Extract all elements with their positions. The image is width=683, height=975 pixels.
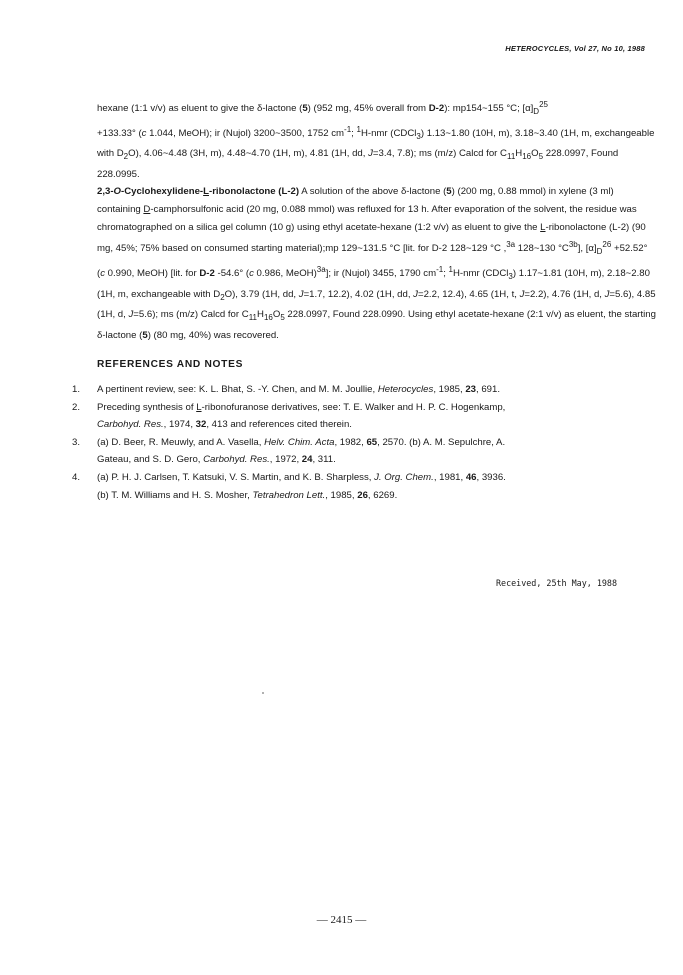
- reference-number: 1.: [72, 384, 81, 395]
- reference-item: 4. (a) P. H. J. Carlsen, T. Katsuki, V. S. Martin, and K. B. Sharpless, J. Org. Chem., 1981, 46, 3936. (b) T. M. Williams and H. S. Mosher, Tetrahedron Lett., 1985, 26, 6269.: [72, 469, 662, 504]
- references-heading: REFERENCES AND NOTES: [97, 359, 244, 370]
- reference-number: 4.: [72, 471, 81, 483]
- reference-item: 2. Preceding synthesis of L-ribonofuranose derivatives, see: T. E. Walker and H. P. C. Hogenkamp, Carbohyd. Res., 1974, 32, 413 and references cited therein.: [72, 399, 662, 434]
- paragraph-delta-lactone: hexane (1:1 v/v) as eluent to give the δ-lactone (5) (952 mg, 45% overall from D-2): mp154~155 °C; $[\alpha]_D^{25}$ +133.33° (c 1.044, MeOH); ir (Nujol) 3200~3500, 1752 $cm^{-1}$; $^1$H-nmr (CDCl$_3$) 1.13~1.80 (10H, m), 3.18~3.40 (1H, m, exchangeable with $D_2O$), 4.06~4.48 (3H, m), 4.48~4.70 (1H, m), 4.81 (1H, dd, J=3.4, 7.8); ms (m/z) Calcd for $C_{11}H_{16}O_5$ 228.0997, Found 228.0995.: [97, 100, 655, 180]
- reference-item: 1. A pertinent review, see: K. L. Bhat, S. -Y. Chen, and M. M. Joullie, Heterocycles, 1985, 23, 691.: [72, 381, 662, 399]
- received-date: Received, 25th May, 1988: [495, 578, 617, 588]
- compound-heading: 2,3-O-Cyclohexylidene-L-ribonolactone (L-2): [97, 186, 300, 198]
- references-list: [72, 381, 662, 504]
- reference-item: 3. (a) D. Beer, R. Meuwly, and A. Vasella, Helv. Chim. Acta, 1982, 65, 2570. (b) A. M. Sepulchre, A. Gateau, and S. D. Gero, Carbohyd. Res., 1972, 24, 311.: [72, 434, 662, 469]
- experimental-text: [97, 96, 657, 344]
- reference-number: 3.: [72, 436, 81, 448]
- paragraph-l-ribonolactone: 2,3-O-Cyclohexylidene-L-ribonolactone (L-2) A solution of the above δ-lactone (5) (200 mg, 0.88 mmol) in xylene (3 ml) containing D-camphorsulfonic acid (20 mg, 0.088 mmol) was refluxed for 13 h. After evaporation of the solvent, the residue was chromatographed on a silica gel column (10 g) using ethyl acetate-hexane (1:2 v/v) as eluent to give the L-ribonolactone (L-2) (90 mg, 45%; 75% based on consumed starting material);mp 129~131.5 °C [lit. for D-2 128~129 °C ,$^{3a}$ 128~130 $^\circ C^{3b}$], $[\alpha]_D^{26} +52.52^\circ$ (c 0.990, MeOH) [lit. for D-2 -54.6° (c 0.986, MeOH)$^{3a}$]; ir (Nujol) 3455, 1790 $cm^{-1}$; $^1$H-nmr (CDCl$_3$) 1.17~1.81 (10H, m), 2.18~2.80 (1H, m, exchangeable with $D_2O$), 3.79 (1H, dd, J=1.7, 12.2), 4.02 (1H, dd, J=2.2, 12.4), 4.65 (1H, t, J=2.2), 4.76 (1H, d, J=5.6), 4.85 (1H, d, J=5.6); ms (m/z) Calcd for $C_{11}H_{16}O_5$ 228.0997, Found 228.0990. Using ethyl acetate-hexane (2:1 v/v) as eluent, the starting δ-lactone (5) (80 mg, 40%) was recovered.: [97, 186, 656, 341]
- page-number: — 2415 —: [316, 914, 367, 926]
- running-header: HETEROCYCLES, Vol 27, No 10, 1988: [505, 44, 645, 53]
- scan-speck: [262, 692, 264, 694]
- reference-number: 2.: [72, 401, 81, 413]
